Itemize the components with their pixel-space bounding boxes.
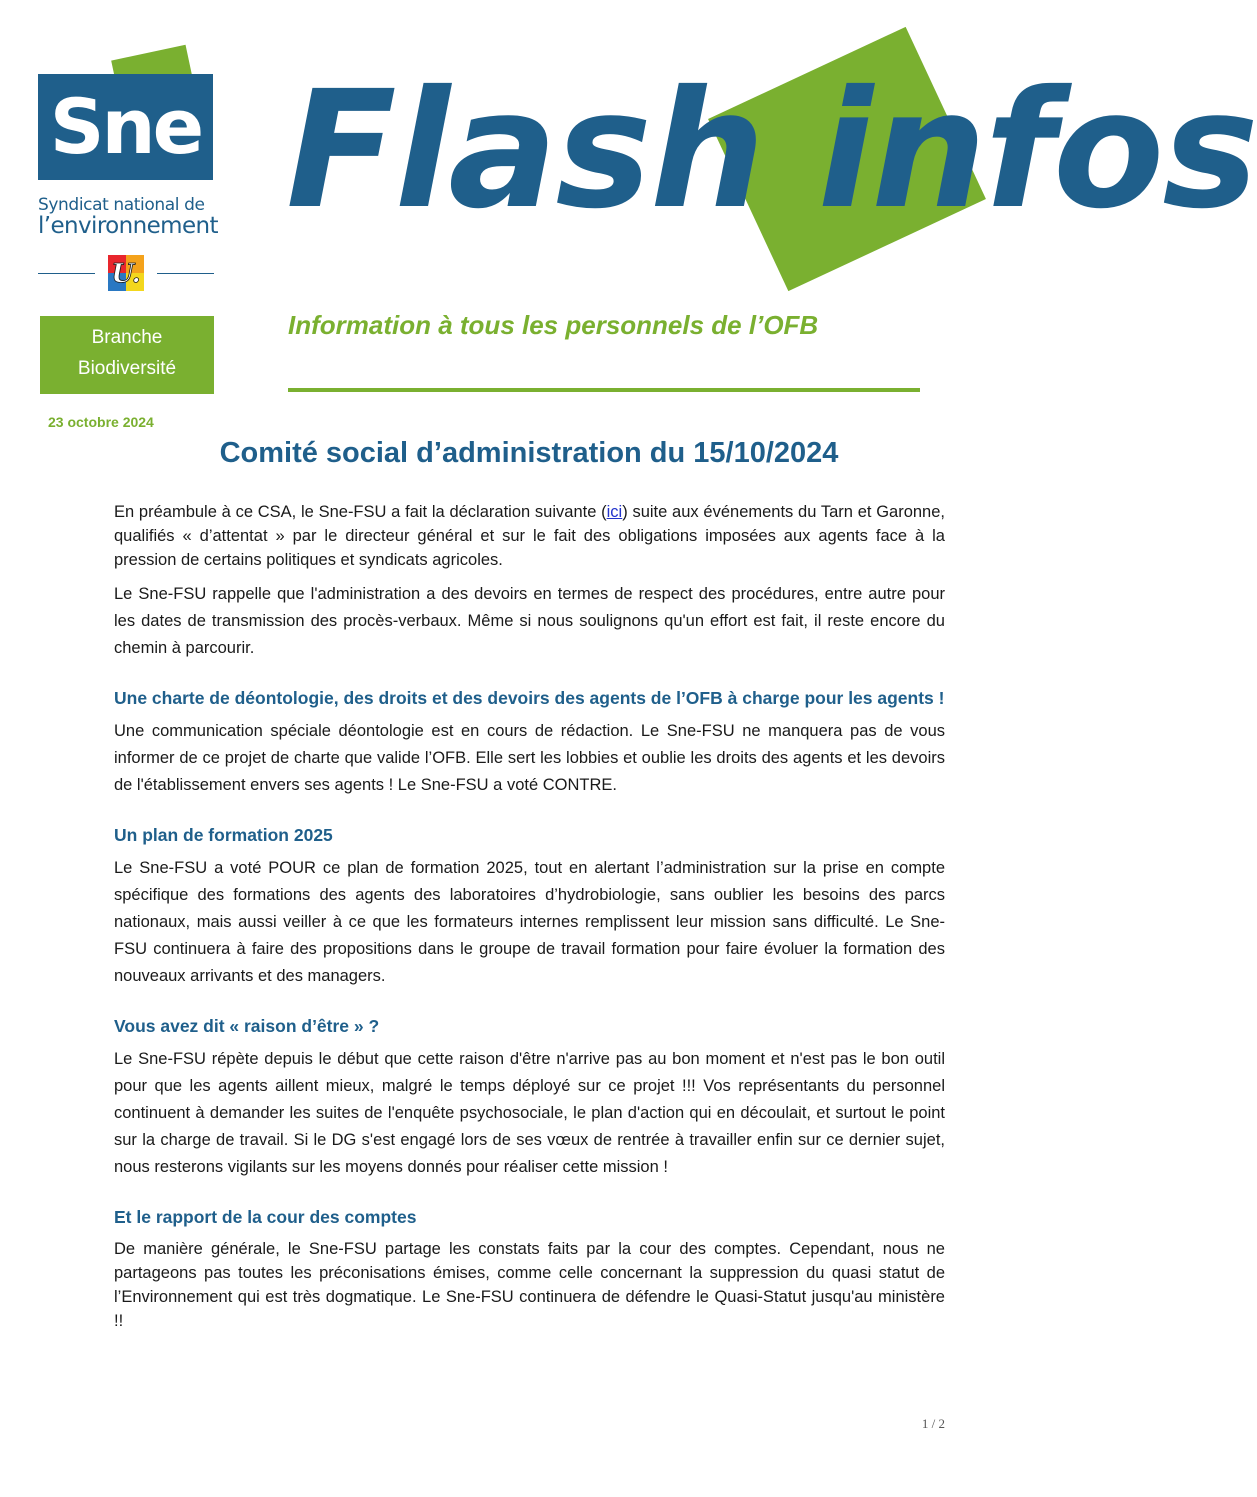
declaration-link[interactable]: ici (606, 503, 623, 521)
branch-line1: Branche (91, 327, 163, 348)
section-body-charte: Une communication spéciale déontologie est en cours de rédaction. Le Sne-FSU ne manquera pas de vous informer de ce projet de charte que valide l’OFB. Elle sert les lobbies et oublie les droits des agents et les devoirs de l'établissement envers ses agents ! Le Sne-FSU a voté CONTRE. (114, 722, 945, 794)
divider (38, 273, 95, 274)
org-name (38, 195, 216, 239)
branch-line2: Biodiversité (77, 358, 177, 379)
section-heading-raison-etre: Vous avez dit « raison d’être » ? (114, 1016, 380, 1036)
branch-label (40, 316, 214, 394)
intro-text: ) suite aux événements du Tarn et Garonne, qualifiés « d’attentat » par le directeur général et sur le fait des obligations imposées aux agents face à la pression de certains politiques et syndicats agricoles. (114, 503, 945, 569)
intro-paragraph-2: Le Sne-FSU rappelle que l'administration a des devoirs en termes de respect des procédures, entre autre pour les dates de transmission des procès-verbaux. Même si nous soulignons qu'un effort est fait, il reste encore du chemin à parcourir. (114, 585, 945, 657)
divider (157, 273, 214, 274)
page-number: 1 / 2 (921, 1416, 945, 1431)
section-heading-formation: Un plan de formation 2025 (114, 825, 333, 845)
intro-text: En préambule à ce CSA, le Sne-FSU a fait la déclaration suivante ( (114, 503, 607, 521)
divider (288, 388, 920, 392)
section-body-formation: Le Sne-FSU a voté POUR ce plan de formation 2025, tout en alertant l’administration sur la prise en compte spécifique des formations des agents des laboratoires d’hydrobiologie, sans oublier les besoins des parcs nationaux, mais aussi veiller à ce que les formateurs internes remplissent leur mission sans difficulté. Le Sne-FSU continuera à faire des propositions dans le groupe de travail formation pour faire évoluer la formation des nouveaux arrivants et des managers. (114, 859, 945, 985)
section-body-raison-etre: Le Sne-FSU répète depuis le début que cette raison d'être n'arrive pas au bon moment et n'est pas le bon outil pour que les agents aillent mieux, malgré le temps déployé sur ce projet !!! Vos représentants du personnel continuent à demander les suites de l'enquête psychosociale, le plan d'action qui en découlait, et surtout le point sur la charge de travail. Si le DG s'est engagé lors de ses vœux de rentrée à travailler enfin sur ce dernier sujet, nous resterons vigilants sur les moyens donnés pour réaliser cette mission ! (114, 1050, 945, 1176)
subtitle: Information à tous les personnels de l’OFB (288, 310, 819, 340)
page-title: Comité social d’administration du 15/10/2024 (219, 437, 839, 469)
org-name-line2: l’environnement (38, 213, 218, 239)
intro-paragraph-1 (114, 500, 945, 572)
article-body (114, 500, 945, 1342)
org-name-line1: Syndicat national de (38, 195, 205, 215)
masthead (280, 36, 1257, 296)
fsu-mark-text: U. (111, 259, 141, 289)
section-body-cour-comptes: De manière générale, le Sne-FSU partage les constats faits par la cour des comptes. Cependant, nous ne partageons pas toutes les préconisations émises, comme celle concernant la suppression du quasi statut de l’Environnement qui est très dogmatique. Le Sne-FSU continuera de défendre le Quasi-Statut jusqu'au ministère !! (114, 1240, 945, 1330)
fsu-logo-icon (107, 254, 145, 292)
publication-date: 23 octobre 2024 (48, 414, 154, 430)
section-heading-cour-comptes: Et le rapport de la cour des comptes (114, 1207, 417, 1227)
fsu-row (38, 254, 214, 294)
masthead-title: Flash infos (286, 57, 1257, 245)
logo-wordmark: Sne (49, 82, 202, 171)
section-heading-charte: Une charte de déontologie, des droits et des devoirs des agents de l’OFB à charge pour les agents ! (114, 688, 945, 708)
